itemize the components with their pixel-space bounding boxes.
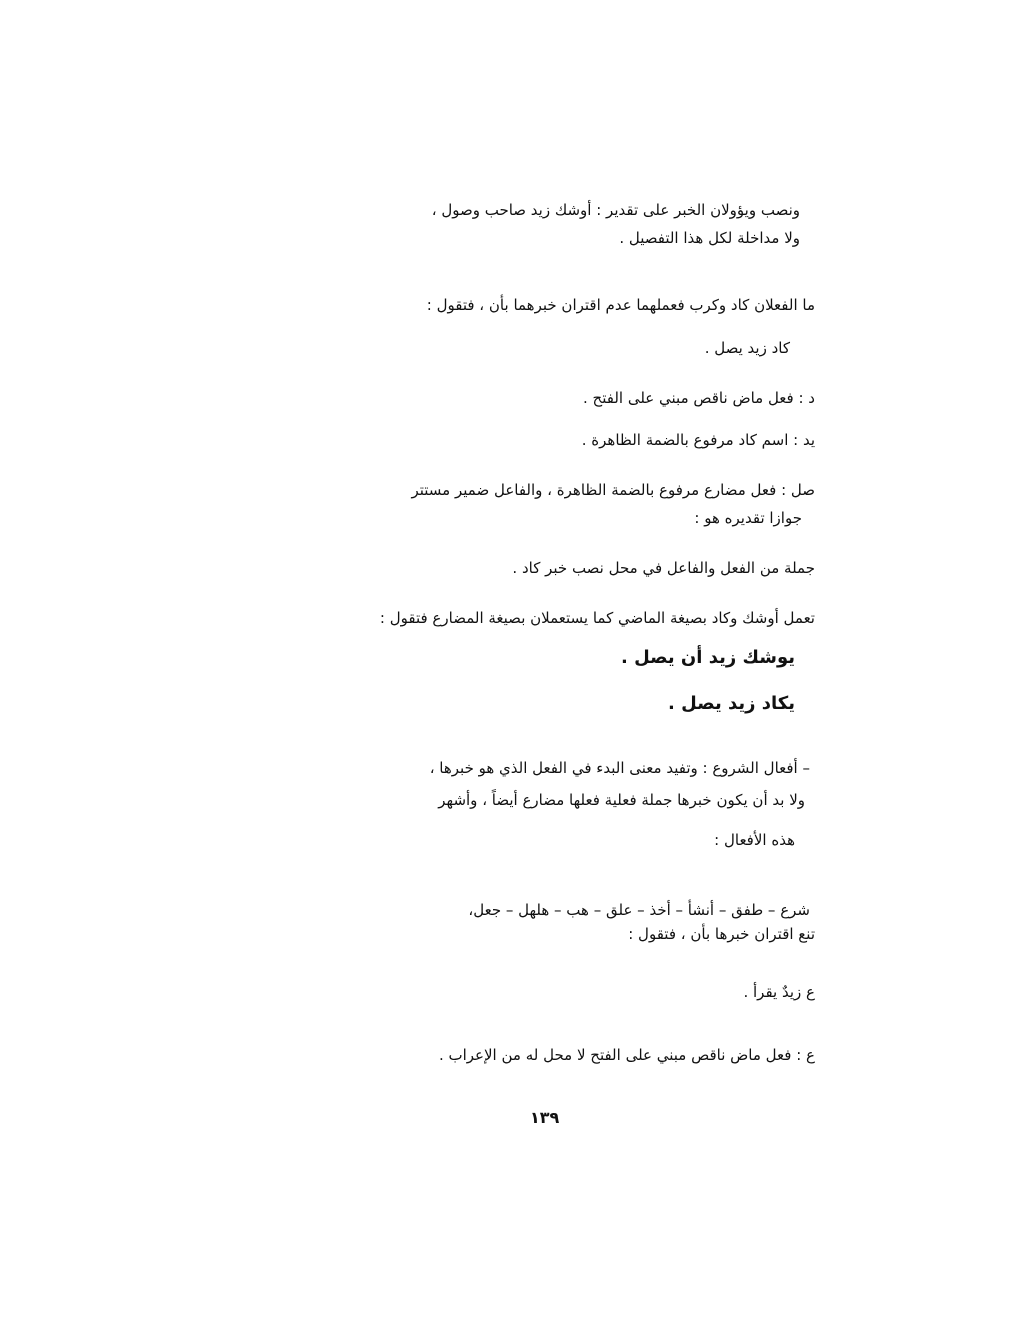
text-line: يكاد زيد يصل .: [668, 693, 795, 714]
text-line: شرع – طفق – أنشأ – أخذ – علق – هب – هلهل – جعل،: [468, 901, 810, 919]
page-number: ١٣٩: [530, 1108, 560, 1127]
text-line: كاد زيد يصل .: [704, 339, 790, 357]
text-line: ما الفعلان كاد وكرب فعملهما عدم اقتران خبرهما بأن ، فتقول :: [426, 296, 815, 314]
text-line: يوشك زيد أن يصل .: [620, 647, 795, 668]
text-line: ع زيدٌ يقرأ .: [743, 983, 815, 1001]
text-line: تنع اقتران خبرها بأن ، فتقول :: [628, 925, 815, 943]
text-line: ولا بد أن يكون خبرها جملة فعلية فعلها مضارع أيضاً ، وأشهر: [438, 791, 805, 809]
text-line: صل : فعل مضارع مرفوع بالضمة الظاهرة ، والفاعل ضمير مستتر: [411, 481, 815, 499]
text-line: ع : فعل ماض ناقص مبني على الفتح لا محل له من الإعراب .: [438, 1046, 815, 1064]
text-line: – أفعال الشروع : وتفيد معنى البدء في الفعل الذي هو خبرها ،: [429, 759, 810, 777]
text-line: ولا مداخلة لكل هذا التفصيل .: [619, 229, 800, 247]
text-line: جوازا تقديره هو :: [694, 509, 802, 527]
text-line: د : فعل ماض ناقص مبني على الفتح .: [583, 389, 815, 407]
text-line: ونصب ويؤولان الخبر على تقدير : أوشك زيد صاحب وصول ،: [431, 201, 800, 219]
text-line: تعمل أوشك وكاد بصيغة الماضي كما يستعملان بصيغة المضارع فتقول :: [379, 609, 815, 627]
text-line: يد : اسم كاد مرفوع بالضمة الظاهرة .: [581, 431, 815, 449]
text-line: جملة من الفعل والفاعل في محل نصب خبر كاد .: [512, 559, 815, 577]
text-line: هذه الأفعال :: [714, 831, 795, 849]
